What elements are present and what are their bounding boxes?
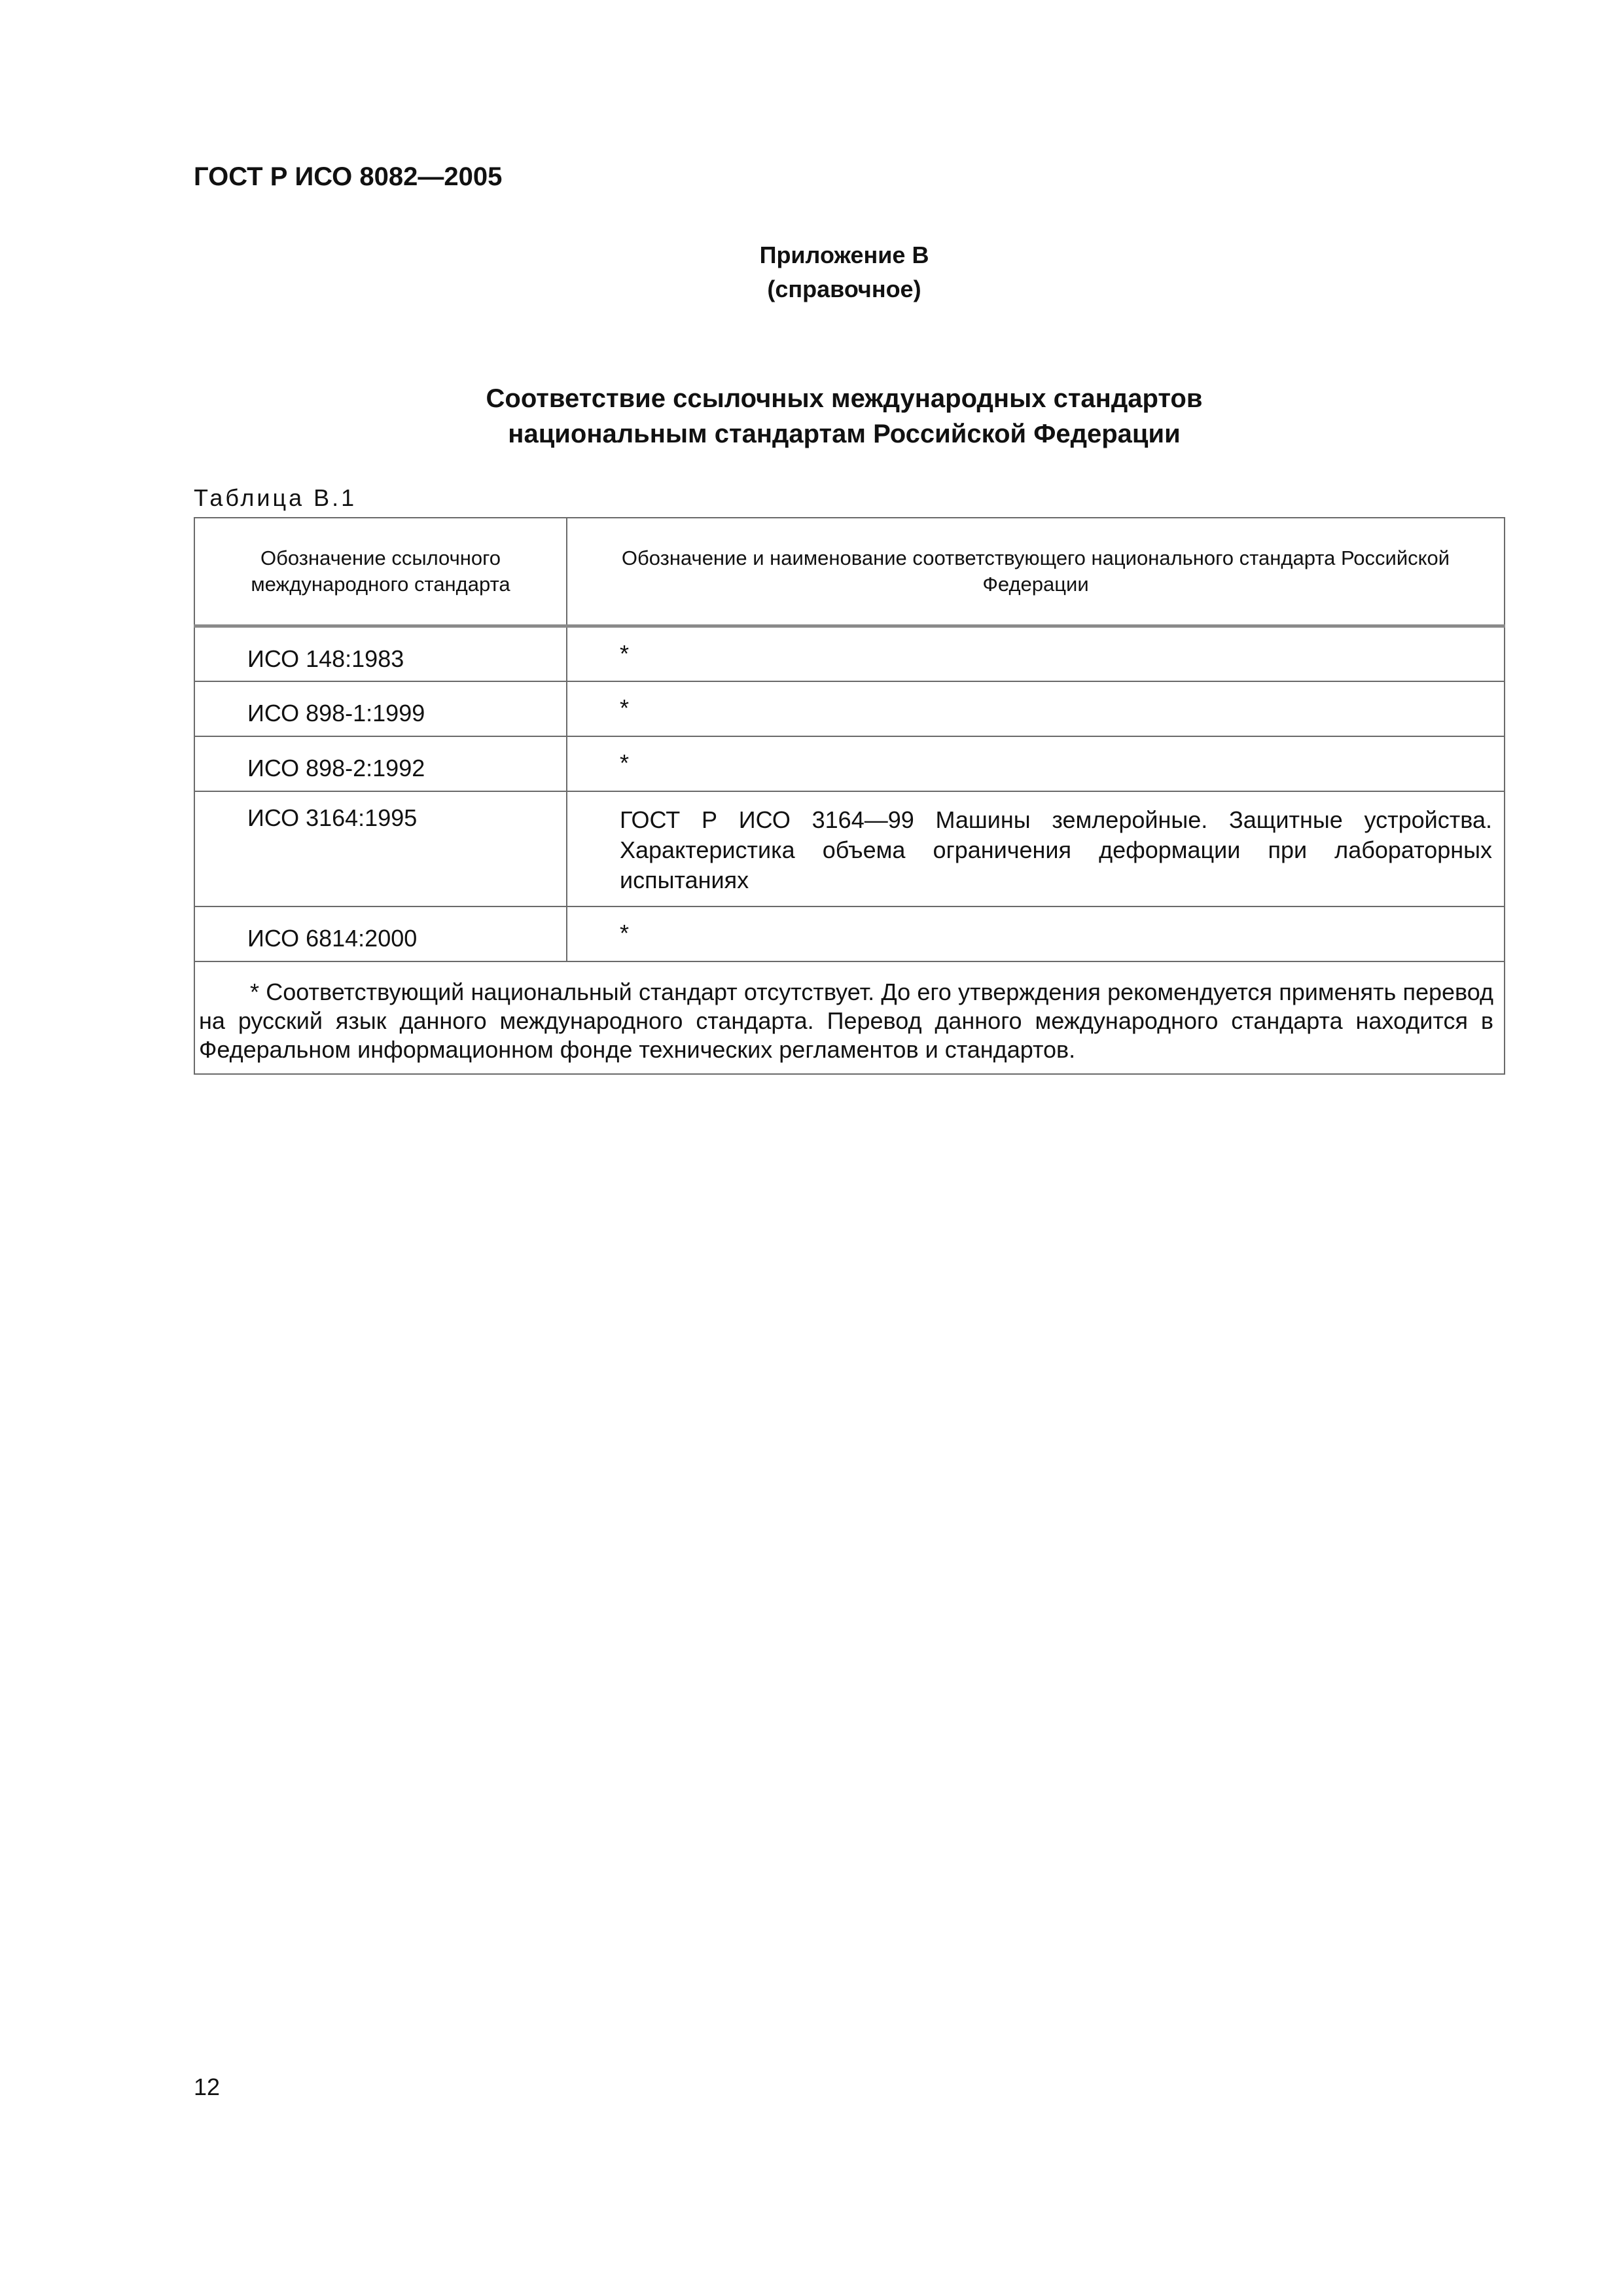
- annex-label: Приложение В: [759, 242, 929, 268]
- table-row: [194, 906, 1505, 961]
- national-standard: ГОСТ Р ИСО 3164—99 Машины землеройные. Защитные устройства. Характеристика объема ограничения деформации при лабораторных испытаниях: [567, 791, 1505, 906]
- table-row: [194, 681, 1505, 736]
- document-code: ГОСТ Р ИСО 8082—2005: [194, 162, 503, 191]
- table-row: [194, 626, 1505, 681]
- table-row: [194, 791, 1505, 906]
- table-footnote-text: * Соответствующий национальный стандарт отсутствует. До его утверждения рекомендуется применять перевод на русский язык данного международного стандарта. Перевод данного международного стандарта находится в Федеральном информационном фонде технических регламентов и стандартов.: [199, 978, 1493, 1063]
- national-standard: *: [567, 626, 1505, 681]
- national-standard: *: [567, 681, 1505, 736]
- table-header-row: [194, 518, 1505, 626]
- annex-title: [327, 381, 1361, 452]
- international-standard-code: ИСО 6814:2000: [194, 906, 567, 961]
- column-header-national: Обозначение и наименование соответствующего национального стандарта Российской Федерации: [567, 518, 1505, 626]
- international-standard-code: ИСО 148:1983: [194, 626, 567, 681]
- annex-heading: [654, 238, 1034, 306]
- table-note-row: [194, 961, 1505, 1074]
- annex-title-line-2: национальным стандартам Российской Федерации: [508, 420, 1181, 448]
- table-row: [194, 736, 1505, 791]
- international-standard-code: ИСО 3164:1995: [194, 791, 567, 906]
- annex-title-line-1: Соответствие ссылочных международных стандартов: [486, 384, 1203, 413]
- column-header-international: Обозначение ссылочного международного стандарта: [194, 518, 567, 626]
- page-number: 12: [194, 2073, 221, 2100]
- international-standard-code: ИСО 898-2:1992: [194, 736, 567, 791]
- table-caption: Таблица В.1: [194, 484, 357, 511]
- annex-status: (справочное): [767, 276, 921, 302]
- national-standard: *: [567, 736, 1505, 791]
- international-standard-code: ИСО 898-1:1999: [194, 681, 567, 736]
- table-footnote: [194, 961, 1505, 1074]
- reference-standards-table: [194, 517, 1505, 1075]
- national-standard: *: [567, 906, 1505, 961]
